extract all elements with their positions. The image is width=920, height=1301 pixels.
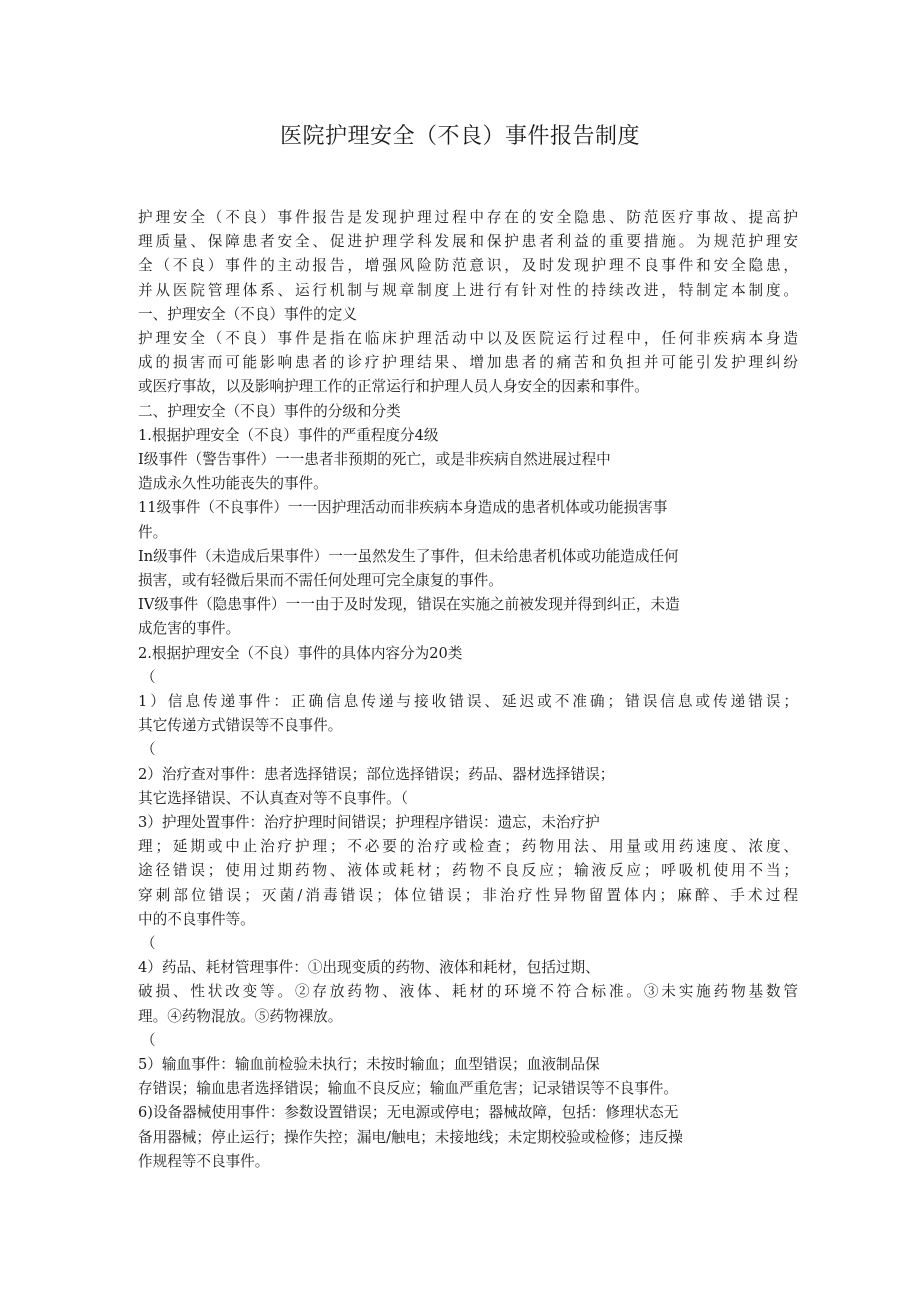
document-body (138, 206, 798, 1174)
paragraph-line: 护理安全（不良）事件是指在临床护理活动中以及医院运行过程中，任何非疾病本身造 (138, 329, 798, 347)
stray-paren: （ (141, 741, 156, 759)
paragraph-line: 6)设备器械使用事件：参数设置错误；无电源或停电；器械故障，包括：修理状态无 (138, 1104, 679, 1122)
stray-paren: （ (141, 934, 156, 952)
paragraph-line: 备用器械；停止运行；操作失控；漏电/触电；未接地线；未定期校验或检修；违反操 (138, 1128, 683, 1146)
paragraph-line: 3）护理处置事件：治疗护理时间错误；护理程序错误：遗忘，未治疗护 (138, 813, 600, 831)
paragraph-line: 护理安全（不良）事件报告是发现护理过程中存在的安全隐患、防范医疗事故、提高护 (138, 209, 798, 226)
paragraph-line: 穿刺部位错误；灭菌/消毒错误；体位错误；非治疗性异物留置体内；麻醉、手术过程 (138, 886, 798, 904)
paragraph-line: 11级事件（不良事件）一一因护理活动而非疾病本身造成的患者机体或功能损害事 (138, 499, 668, 517)
paragraph-line: 全（不良）事件的主动报告，增强风险防范意识，及时发现护理不良事件和安全隐患， (138, 257, 798, 275)
paragraph-line: 4）药品、耗材管理事件：①出现变质的药物、液体和耗材，包括过期、 (138, 959, 600, 977)
paragraph-line: 途径错误；使用过期药物、液体或耗材；药物不良反应；输液反应；呼吸机使用不当； (138, 862, 798, 880)
paragraph-line: 存错误；输血患者选择错误；输血不良反应；输血严重危害；记录错误等不良事件。 (138, 1080, 678, 1098)
paragraph-line: 2）治疗查对事件：患者选择错误；部位选择错误；药品、器材选择错误； (138, 765, 615, 783)
paragraph-line: 成危害的事件。 (138, 620, 241, 638)
paragraph-line: 或医疗事故，以及影响护理工作的正常运行和护理人员人身安全的因素和事件。 (138, 378, 649, 396)
paragraph-line: 并从医院管理体系、运行机制与规章制度上进行有针对性的持续改进，特制定本制度。 (138, 281, 798, 299)
paragraph-line: 1）信息传递事件：正确信息传递与接收错误、延迟或不准确；错误信息或传递错误； (138, 692, 798, 710)
paragraph-line: 理。④药物混放。⑤药物裸放。 (138, 1007, 343, 1025)
stray-paren: （ (141, 668, 156, 686)
paragraph-line: I级事件（警告事件）一一患者非预期的死亡，或是非疾病自然进展过程中 (138, 450, 611, 468)
section-heading: 一、护理安全（不良）事件的定义 (138, 305, 357, 323)
paragraph-line: IV级事件（隐患事件）一一由于及时发现，错误在实施之前被发现并得到纠正，未造 (138, 596, 680, 614)
subsection-heading: 2.根据护理安全（不良）事件的具体内容分为20类 (138, 644, 463, 662)
paragraph-line: 破损、性状改变等。②存放药物、液体、耗材的环境不符合标准。③未实施药物基数管 (138, 983, 798, 1001)
paragraph-line: 5）输血事件：输血前检验未执行；未按时输血；血型错误；血液制品保 (138, 1055, 600, 1073)
stray-paren: （ (141, 1031, 156, 1049)
paragraph-line: 中的不良事件等。 (138, 910, 255, 928)
paragraph-line: 其它选择错误、不认真查对等不良事件。（ (138, 789, 408, 807)
subsection-heading: 1.根据护理安全（不良）事件的严重程度分4级 (138, 426, 439, 444)
paragraph-line: In级事件（未造成后果事件）一一虽然发生了事件，但未给患者机体或功能造成任何 (138, 547, 679, 565)
paragraph-line: 损害，或有轻微后果而不需任何处理可完全康复的事件。 (138, 571, 503, 589)
paragraph-line: 其它传递方式错误等不良事件。 (138, 717, 343, 735)
paragraph-line: 作规程等不良事件。 (138, 1152, 270, 1170)
paragraph-line: 造成永久性功能丧失的事件。 (138, 475, 328, 493)
paragraph-line: 理质量、保障患者安全、促进护理学科发展和保护患者利益的重要措施。为规范护理安 (138, 233, 798, 251)
paragraph-line: 理；延期或中止治疗护理；不必要的治疗或检查；药物用法、用量或用药速度、浓度、 (138, 838, 798, 856)
document-title: 医院护理安全（不良）事件报告制度 (279, 124, 640, 149)
paragraph-line: 件。 (138, 523, 168, 541)
section-heading: 二、护理安全（不良）事件的分级和分类 (138, 402, 401, 420)
paragraph-line: 成的损害而可能影响患者的诊疗护理结果、增加患者的痛苦和负担并可能引发护理纠纷 (138, 354, 798, 372)
